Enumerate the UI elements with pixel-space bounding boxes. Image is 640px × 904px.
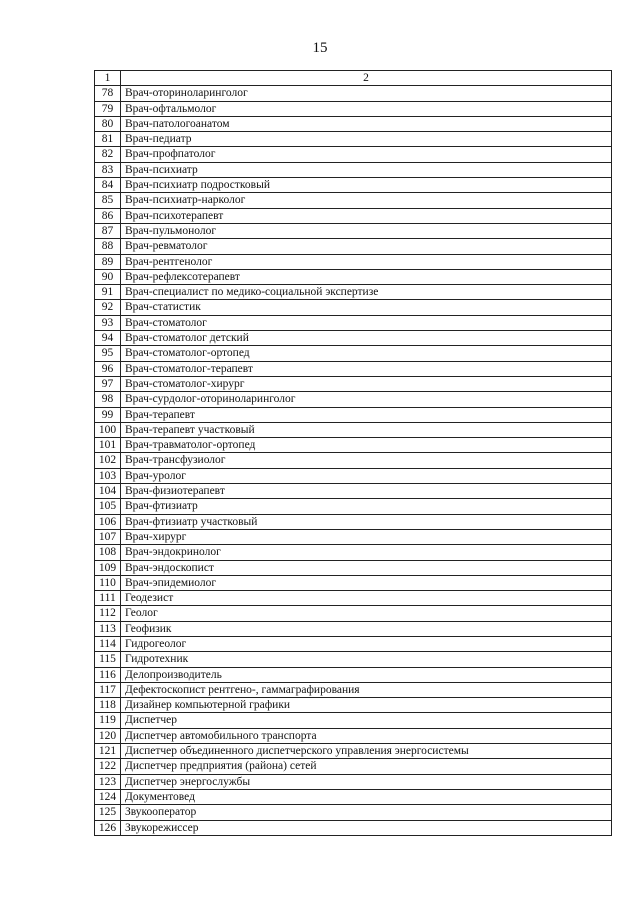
- row-number-cell: 84: [95, 178, 121, 193]
- row-number-cell: 121: [95, 744, 121, 759]
- row-number-cell: 100: [95, 422, 121, 437]
- table-row: [95, 361, 612, 376]
- table-row: [95, 805, 612, 820]
- profession-name-cell: Диспетчер предприятия (района) сетей: [121, 759, 612, 774]
- profession-name-cell: Звукооператор: [121, 805, 612, 820]
- row-number-cell: 122: [95, 759, 121, 774]
- profession-name-cell: Врач-пульмонолог: [121, 223, 612, 238]
- profession-name-cell: Врач-сурдолог-оториноларинголог: [121, 392, 612, 407]
- table-row: [95, 101, 612, 116]
- profession-name-cell: Врач-ревматолог: [121, 239, 612, 254]
- table-row: [95, 499, 612, 514]
- row-number-cell: 126: [95, 820, 121, 835]
- table-row: [95, 728, 612, 743]
- table-row: [95, 116, 612, 131]
- row-number-cell: 108: [95, 545, 121, 560]
- profession-name-cell: Геолог: [121, 606, 612, 621]
- profession-name-cell: Врач-стоматолог детский: [121, 331, 612, 346]
- row-number-cell: 92: [95, 300, 121, 315]
- row-number-cell: 119: [95, 713, 121, 728]
- table-row: [95, 315, 612, 330]
- profession-name-cell: Врач-профпатолог: [121, 147, 612, 162]
- profession-name-cell: Геодезист: [121, 591, 612, 606]
- row-number-cell: 95: [95, 346, 121, 361]
- row-number-cell: 125: [95, 805, 121, 820]
- table-row: [95, 789, 612, 804]
- profession-name-cell: Врач-статистик: [121, 300, 612, 315]
- profession-name-cell: Делопроизводитель: [121, 667, 612, 682]
- profession-name-cell: Врач-фтизиатр: [121, 499, 612, 514]
- table-row: [95, 422, 612, 437]
- profession-name-cell: Гидрогеолог: [121, 636, 612, 651]
- row-number-cell: 79: [95, 101, 121, 116]
- row-number-cell: 91: [95, 285, 121, 300]
- professions-table-body: [95, 71, 612, 836]
- column-header-number: 1: [95, 71, 121, 86]
- row-number-cell: 89: [95, 254, 121, 269]
- profession-name-cell: Врач-стоматолог-хирург: [121, 376, 612, 391]
- profession-name-cell: Врач-стоматолог-ортопед: [121, 346, 612, 361]
- row-number-cell: 115: [95, 652, 121, 667]
- profession-name-cell: Врач-специалист по медико-социальной экспертизе: [121, 285, 612, 300]
- profession-name-cell: Дефектоскопист рентгено-, гаммаграфирования: [121, 682, 612, 697]
- row-number-cell: 81: [95, 132, 121, 147]
- profession-name-cell: Врач-уролог: [121, 468, 612, 483]
- profession-name-cell: Врач-терапевт участковый: [121, 422, 612, 437]
- row-number-cell: 103: [95, 468, 121, 483]
- table-row: [95, 759, 612, 774]
- table-row: [95, 438, 612, 453]
- profession-name-cell: Врач-офтальмолог: [121, 101, 612, 116]
- table-row: [95, 606, 612, 621]
- profession-name-cell: Врач-эндоскопист: [121, 560, 612, 575]
- table-row: [95, 86, 612, 101]
- profession-name-cell: Диспетчер: [121, 713, 612, 728]
- table-row: [95, 468, 612, 483]
- profession-name-cell: Дизайнер компьютерной графики: [121, 698, 612, 713]
- table-row: [95, 484, 612, 499]
- profession-name-cell: Врач-педиатр: [121, 132, 612, 147]
- table-row: [95, 820, 612, 835]
- row-number-cell: 124: [95, 789, 121, 804]
- row-number-cell: 114: [95, 636, 121, 651]
- row-number-cell: 106: [95, 514, 121, 529]
- professions-table: [94, 70, 612, 836]
- profession-name-cell: Врач-эндокринолог: [121, 545, 612, 560]
- page-number: 15: [312, 40, 328, 56]
- table-row: [95, 331, 612, 346]
- profession-name-cell: Диспетчер энергослужбы: [121, 774, 612, 789]
- row-number-cell: 90: [95, 269, 121, 284]
- table-row: [95, 744, 612, 759]
- table-row: [95, 147, 612, 162]
- table-row: [95, 713, 612, 728]
- row-number-cell: 116: [95, 667, 121, 682]
- row-number-cell: 123: [95, 774, 121, 789]
- row-number-cell: 80: [95, 116, 121, 131]
- profession-name-cell: Врач-травматолог-ортопед: [121, 438, 612, 453]
- profession-name-cell: Врач-эпидемиолог: [121, 575, 612, 590]
- table-row: [95, 162, 612, 177]
- table-row: [95, 132, 612, 147]
- table-row: [95, 774, 612, 789]
- row-number-cell: 113: [95, 621, 121, 636]
- row-number-cell: 96: [95, 361, 121, 376]
- table-row: [95, 514, 612, 529]
- profession-name-cell: Геофизик: [121, 621, 612, 636]
- table-row: [95, 698, 612, 713]
- table-row: [95, 652, 612, 667]
- row-number-cell: 118: [95, 698, 121, 713]
- table-row: [95, 178, 612, 193]
- row-number-cell: 102: [95, 453, 121, 468]
- profession-name-cell: Врач-оториноларинголог: [121, 86, 612, 101]
- row-number-cell: 78: [95, 86, 121, 101]
- row-number-cell: 87: [95, 223, 121, 238]
- table-row: [95, 223, 612, 238]
- row-number-cell: 107: [95, 529, 121, 544]
- table-row: [95, 239, 612, 254]
- table-row: [95, 254, 612, 269]
- table-row: [95, 346, 612, 361]
- profession-name-cell: Врач-стоматолог: [121, 315, 612, 330]
- table-row: [95, 621, 612, 636]
- profession-name-cell: Врач-психотерапевт: [121, 208, 612, 223]
- table-row: [95, 392, 612, 407]
- profession-name-cell: Врач-психиатр-нарколог: [121, 193, 612, 208]
- profession-name-cell: Врач-рефлексотерапевт: [121, 269, 612, 284]
- row-number-cell: 112: [95, 606, 121, 621]
- table-row: [95, 193, 612, 208]
- table-row: [95, 682, 612, 697]
- profession-name-cell: Врач-рентгенолог: [121, 254, 612, 269]
- profession-name-cell: Врач-хирург: [121, 529, 612, 544]
- row-number-cell: 111: [95, 591, 121, 606]
- row-number-cell: 98: [95, 392, 121, 407]
- table-row: [95, 208, 612, 223]
- row-number-cell: 110: [95, 575, 121, 590]
- row-number-cell: 86: [95, 208, 121, 223]
- table-row: [95, 636, 612, 651]
- table-row: [95, 560, 612, 575]
- table-header-row: [95, 71, 612, 86]
- row-number-cell: 99: [95, 407, 121, 422]
- table-row: [95, 453, 612, 468]
- profession-name-cell: Врач-физиотерапевт: [121, 484, 612, 499]
- table-row: [95, 545, 612, 560]
- table-row: [95, 407, 612, 422]
- profession-name-cell: Гидротехник: [121, 652, 612, 667]
- profession-name-cell: Врач-терапевт: [121, 407, 612, 422]
- row-number-cell: 97: [95, 376, 121, 391]
- column-header-profession: 2: [121, 71, 612, 86]
- row-number-cell: 105: [95, 499, 121, 514]
- row-number-cell: 88: [95, 239, 121, 254]
- profession-name-cell: Диспетчер автомобильного транспорта: [121, 728, 612, 743]
- profession-name-cell: Диспетчер объединенного диспетчерского управления энергосистемы: [121, 744, 612, 759]
- table-row: [95, 285, 612, 300]
- row-number-cell: 83: [95, 162, 121, 177]
- profession-name-cell: Врач-стоматолог-терапевт: [121, 361, 612, 376]
- table-row: [95, 667, 612, 682]
- profession-name-cell: Врач-фтизиатр участковый: [121, 514, 612, 529]
- profession-name-cell: Документовед: [121, 789, 612, 804]
- table-row: [95, 591, 612, 606]
- profession-name-cell: Врач-психиатр: [121, 162, 612, 177]
- table-row: [95, 376, 612, 391]
- profession-name-cell: Врач-психиатр подростковый: [121, 178, 612, 193]
- row-number-cell: 93: [95, 315, 121, 330]
- profession-name-cell: Врач-патологоанатом: [121, 116, 612, 131]
- table-row: [95, 575, 612, 590]
- row-number-cell: 109: [95, 560, 121, 575]
- row-number-cell: 85: [95, 193, 121, 208]
- profession-name-cell: Звукорежиссер: [121, 820, 612, 835]
- row-number-cell: 82: [95, 147, 121, 162]
- row-number-cell: 94: [95, 331, 121, 346]
- row-number-cell: 120: [95, 728, 121, 743]
- row-number-cell: 104: [95, 484, 121, 499]
- profession-name-cell: Врач-трансфузиолог: [121, 453, 612, 468]
- row-number-cell: 101: [95, 438, 121, 453]
- row-number-cell: 117: [95, 682, 121, 697]
- table-row: [95, 269, 612, 284]
- table-row: [95, 529, 612, 544]
- table-row: [95, 300, 612, 315]
